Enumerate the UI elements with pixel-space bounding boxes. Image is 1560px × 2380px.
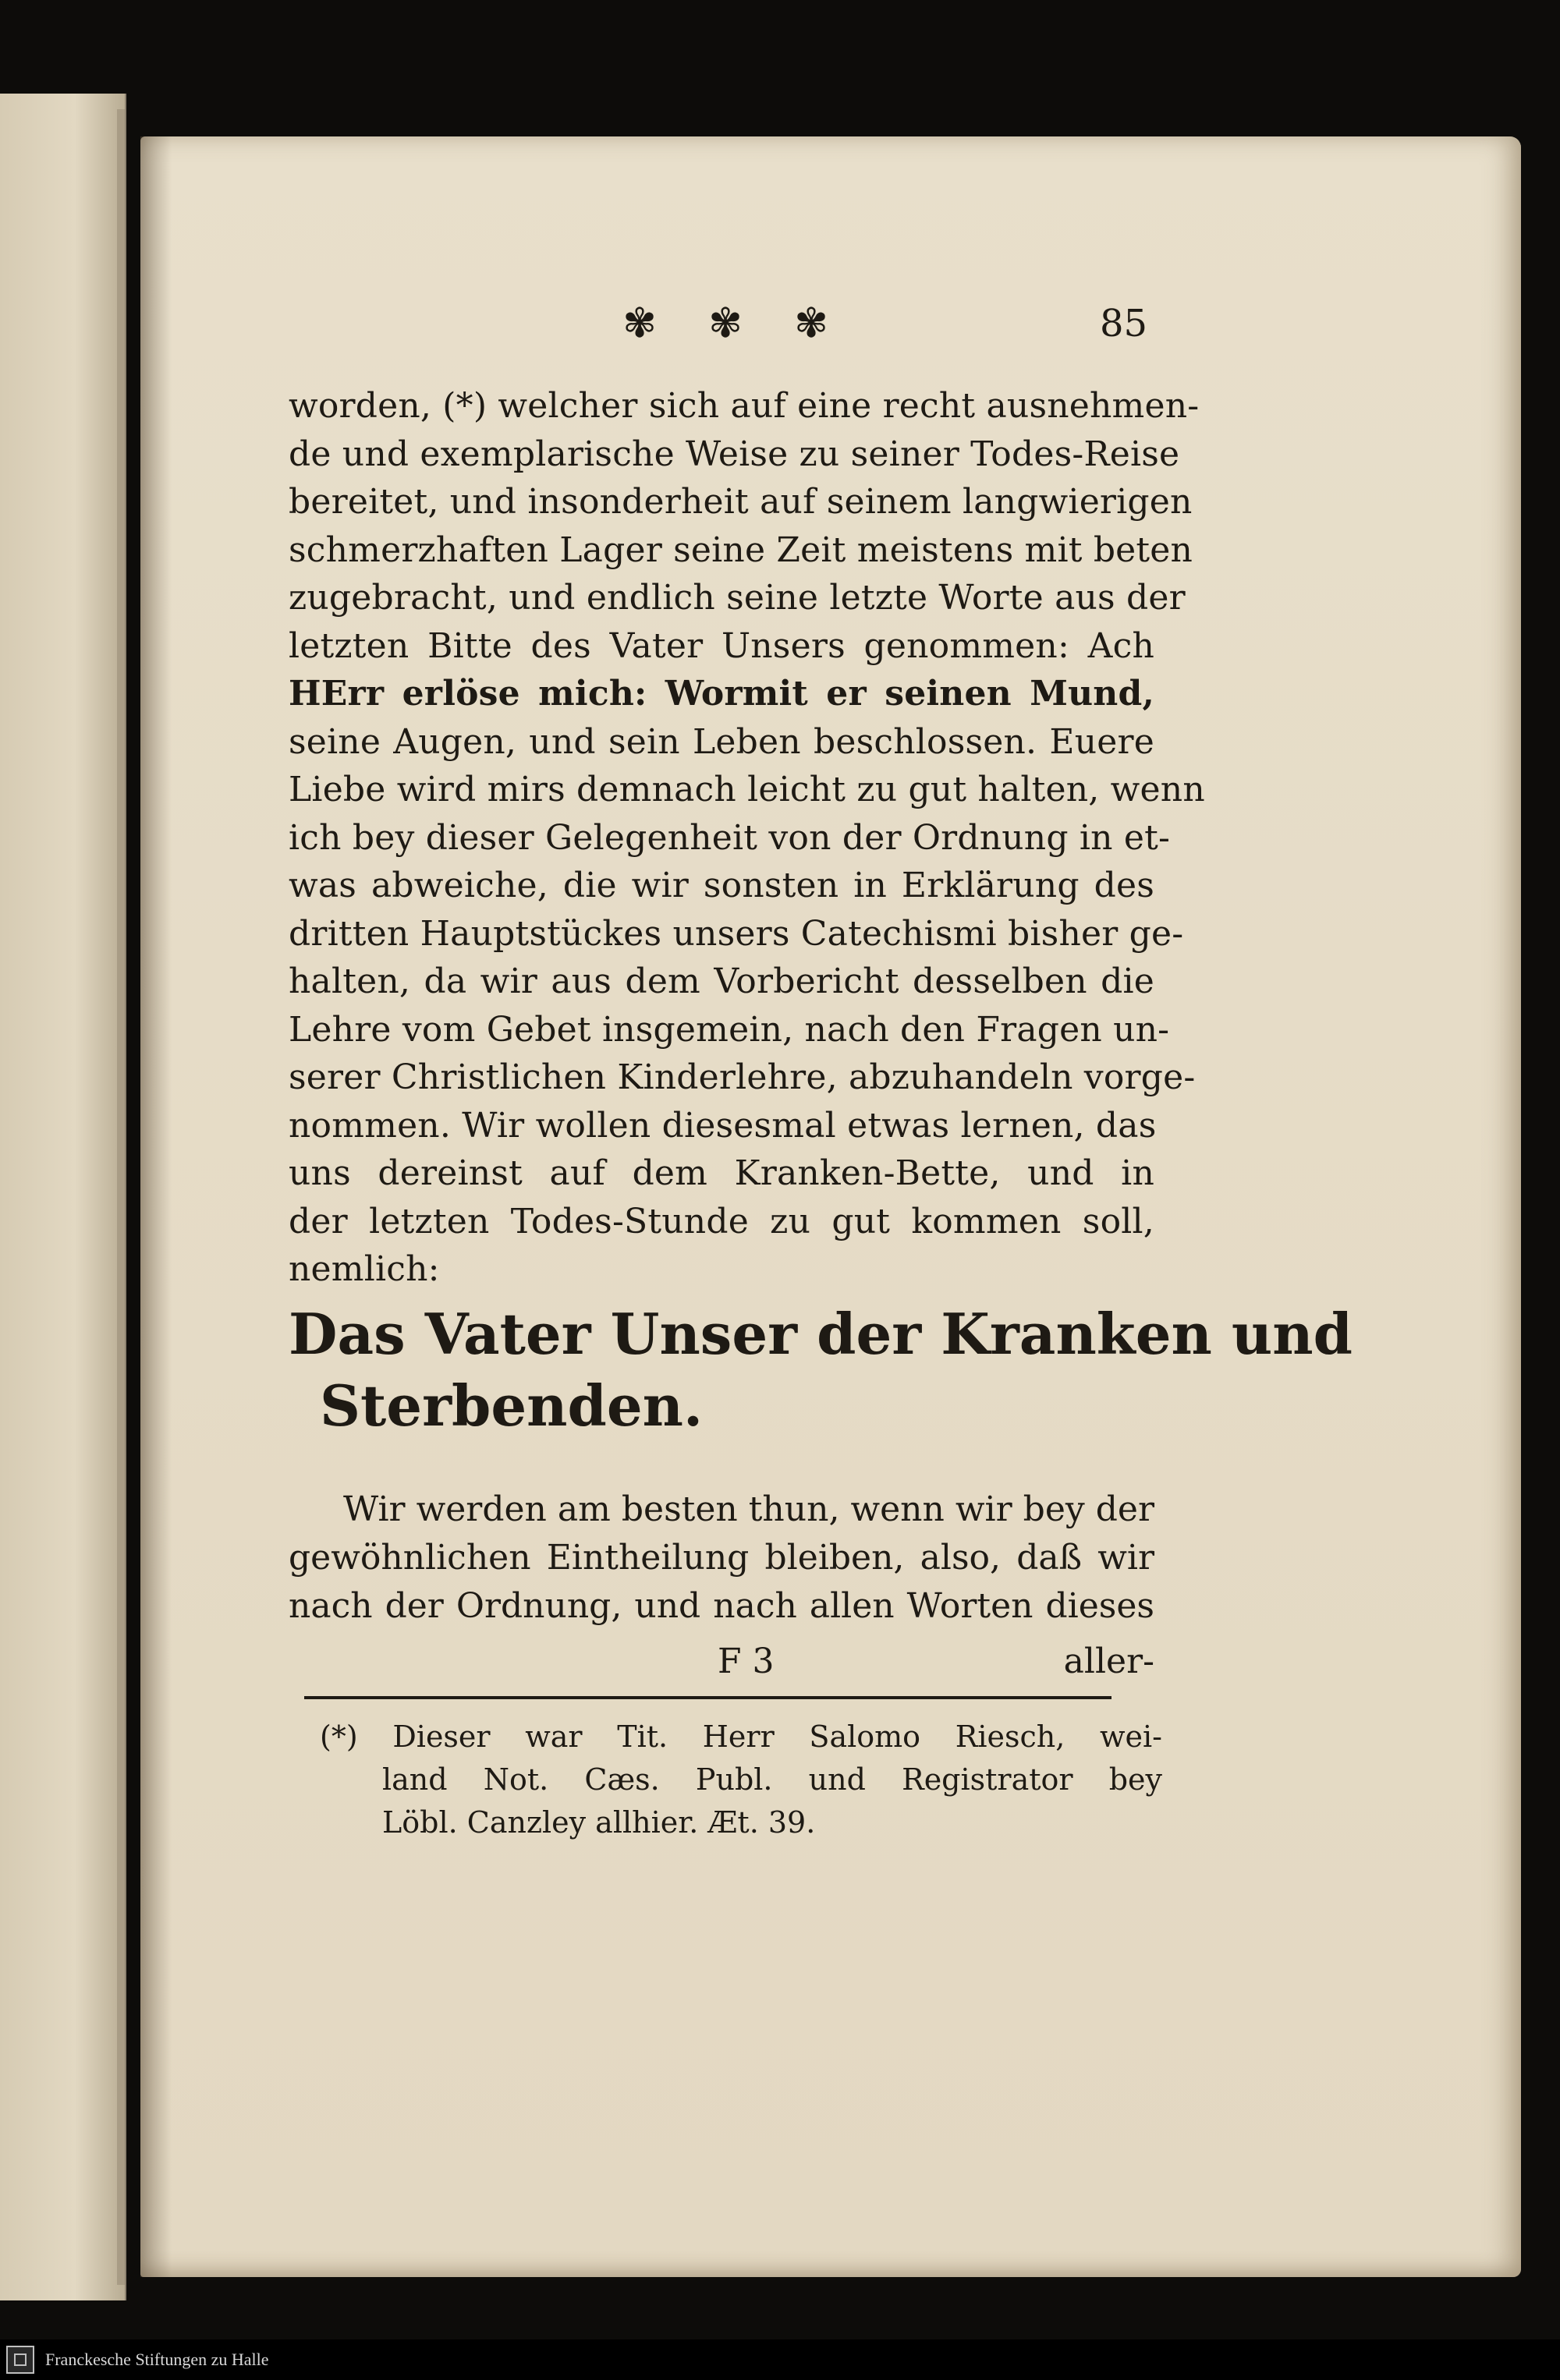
footer-label: Franckesche Stiftungen zu Halle bbox=[45, 2350, 269, 2369]
text-line: halten, da wir aus dem Vorbericht desselben die bbox=[289, 962, 1154, 1001]
previous-page-edge bbox=[0, 94, 126, 2300]
section-text bbox=[289, 1486, 1154, 1631]
footnote-line: land Not. Cæs. Publ. und Registrator bey bbox=[382, 1762, 1162, 1797]
text-line: nach der Ordnung, und nach allen Worten dieses bbox=[289, 1586, 1154, 1626]
signature-row bbox=[289, 1638, 1154, 1686]
section-heading bbox=[289, 1298, 1353, 1442]
footnote-rule bbox=[304, 1696, 1112, 1699]
text-line: ich bey dieser Gelegenheit von der Ordnung in et- bbox=[289, 817, 1171, 858]
text-line: Wir werden am besten thun, wenn wir bey der bbox=[343, 1489, 1154, 1529]
body-text bbox=[289, 382, 1205, 1294]
catchword: aller- bbox=[1063, 1642, 1154, 1681]
footnote-line: (*) Dieser war Tit. Herr Salomo Riesch, wei- bbox=[320, 1719, 1162, 1754]
text-line: bereitet, und insonderheit auf seinem langwierigen bbox=[289, 482, 1193, 522]
ornament-icon: ✾ bbox=[622, 300, 657, 347]
heading-line: Sterbenden. bbox=[320, 1372, 704, 1439]
text-line: de und exemplarische Weise zu seiner Todes-Reise bbox=[289, 434, 1180, 474]
text-line: serer Christlichen Kinderlehre, abzuhandeln vorge- bbox=[289, 1057, 1196, 1097]
ornament-icon: ✾ bbox=[708, 300, 743, 347]
footnote-line: Löbl. Canzley allhier. Æt. 39. bbox=[382, 1805, 816, 1840]
institution-logo-icon bbox=[6, 2346, 34, 2374]
text-line: gewöhnlichen Eintheilung bleiben, also, daß wir bbox=[289, 1538, 1154, 1578]
page-number: 85 bbox=[1100, 302, 1148, 345]
text-line: seine Augen, und sein Leben beschlossen. Euere bbox=[289, 721, 1154, 762]
signature-mark: F 3 bbox=[718, 1642, 775, 1681]
page-header bbox=[616, 300, 1178, 355]
text-line: dritten Hauptstückes unsers Catechismi bisher ge- bbox=[289, 913, 1184, 954]
text-line: worden, (*) welcher sich auf eine recht ausnehmen- bbox=[289, 386, 1200, 426]
text-line: schmerzhaften Lager seine Zeit meistens mit beten bbox=[289, 529, 1193, 570]
text-line: zugebracht, und endlich seine letzte Worte aus der bbox=[289, 578, 1186, 618]
spine-shadow bbox=[140, 136, 172, 2277]
text-line: Liebe wird mirs demnach leicht zu gut halten, wenn bbox=[289, 770, 1205, 809]
text-line: letzten Bitte des Vater Unsers genommen: Ach bbox=[289, 625, 1154, 666]
ornament-icon: ✾ bbox=[794, 300, 828, 347]
text-line: Lehre vom Gebet insgemein, nach den Fragen un- bbox=[289, 1009, 1170, 1050]
text-line: was abweiche, die wir sonsten in Erklärung des bbox=[289, 866, 1154, 905]
footnote bbox=[320, 1716, 1162, 1844]
footer-bar bbox=[0, 2339, 1560, 2380]
text-line: nommen. Wir wollen diesesmal etwas lernen, das bbox=[289, 1105, 1157, 1146]
text-line: uns dereinst auf dem Kranken-Bette, und in bbox=[289, 1153, 1154, 1193]
text-line: HErr erlöse mich: Wormit er seinen Mund, bbox=[289, 674, 1154, 714]
heading-line: Das Vater Unser der Kranken und bbox=[289, 1301, 1353, 1367]
text-line: der letzten Todes-Stunde zu gut kommen soll, bbox=[289, 1201, 1154, 1241]
text-line: nemlich: bbox=[289, 1249, 440, 1289]
